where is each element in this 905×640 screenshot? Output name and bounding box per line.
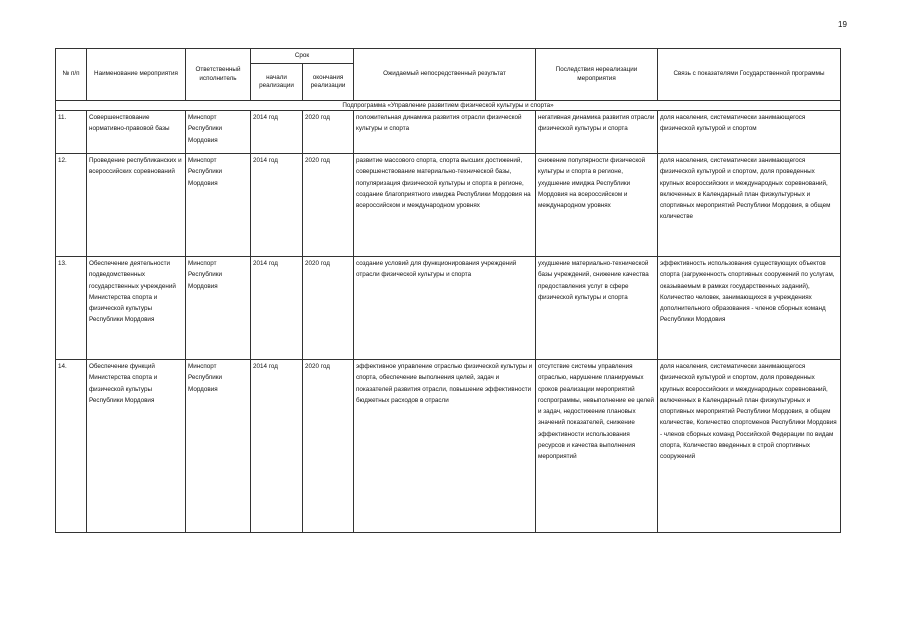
cell-result: положительная динамика развития отрасли физической культуры и спорта <box>354 111 536 154</box>
cell-name: Совершенствование нормативно-правовой базы <box>87 111 186 154</box>
cell-num: 12. <box>56 154 87 257</box>
page-number: 19 <box>838 20 847 29</box>
cell-link: доля населения, систематически занимающегося физической культурой и спортом, доля проведенных крупных всероссийских и международных соревнований, включенных в Календарный план физкультурных и спортивных мероприятий Республики Мордовия, в общем количестве <box>658 154 841 257</box>
header-link: Связь с показателями Государственной программы <box>658 49 841 101</box>
cell-responsible: Минспорт Республики Мордовия <box>186 257 251 360</box>
cell-link: доля населения, систематически занимающегося физической культурой и спортом, доля проведенных крупных всероссийских и международных соревнований, включенных в Календарный план физкультурных и спортивных мероприятий Республики Мордовия, в общем количестве, Количество спортсменов Республики Мордовия - членов сборных команд Российской Федерации по видам спорта, Количество введенных в строй спортивных сооружений <box>658 360 841 533</box>
cell-end: 2020 год <box>303 154 354 257</box>
subprogram-row <box>56 101 841 111</box>
cell-responsible: Минспорт Республики Мордовия <box>186 360 251 533</box>
cell-consequences: снижение популярности физической культуры и спорта в регионе, ухудшение имиджа Республики Мордовия на всероссийском и международном уровнях <box>536 154 658 257</box>
cell-result: эффективное управление отраслью физической культуры и спорта, обеспечение выполнения целей, задач и показателей развития отрасли, повышение эффективности бюджетных расходов в отрасли <box>354 360 536 533</box>
cell-name: Обеспечение деятельности подведомственных государственных учреждений Министерства спорта и физической культуры Республики Мордовия <box>87 257 186 360</box>
cell-name: Проведение республиканских и всероссийских соревнований <box>87 154 186 257</box>
header-num: № п/п <box>56 49 87 101</box>
cell-consequences: ухудшение материально-технической базы учреждений, снижение качества предоставления услуг в сфере физической культуры и спорта <box>536 257 658 360</box>
cell-end: 2020 год <box>303 257 354 360</box>
measures-table <box>55 48 841 533</box>
cell-responsible: Минспорт Республики Мордовия <box>186 111 251 154</box>
cell-consequences: отсутствие системы управления отраслью, нарушение планируемых сроков реализации мероприятий госпрограммы, невыполнение ее целей и задач, недостижение плановых значений показателей, снижение эффективности использования ресурсов и качества выполнения мероприятий <box>536 360 658 533</box>
header-result: Ожидаемый непосредственный результат <box>354 49 536 101</box>
cell-num: 11. <box>56 111 87 154</box>
cell-start: 2014 год <box>251 154 303 257</box>
cell-start: 2014 год <box>251 360 303 533</box>
cell-num: 13. <box>56 257 87 360</box>
cell-start: 2014 год <box>251 257 303 360</box>
cell-end: 2020 год <box>303 360 354 533</box>
cell-result: создание условий для функционирования учреждений отрасли физической культуры и спорта <box>354 257 536 360</box>
header-consequences: Последствия нереализации мероприятия <box>536 49 658 101</box>
header-responsible: Ответственный исполнитель <box>186 49 251 101</box>
cell-num: 14. <box>56 360 87 533</box>
header-start: начали реализации <box>251 64 303 101</box>
cell-start: 2014 год <box>251 111 303 154</box>
header-name: Наименование мероприятия <box>87 49 186 101</box>
cell-link: доля населения, систематически занимающегося физической культурой и спортом <box>658 111 841 154</box>
cell-name: Обеспечение функций Министерства спорта и физической культуры Республики Мордовия <box>87 360 186 533</box>
table-row <box>56 257 841 360</box>
cell-end: 2020 год <box>303 111 354 154</box>
header-end: окончания реализации <box>303 64 354 101</box>
cell-consequences: негативная динамика развития отрасли физической культуры и спорта <box>536 111 658 154</box>
table-row <box>56 360 841 533</box>
header-term: Срок <box>251 49 354 64</box>
cell-result: развитие массового спорта, спорта высших достижений, совершенствование материально-технической базы, популяризация физической культуры и спорта в регионе, создание благоприятного имиджа Республики Мордовия на всероссийском и международном уровнях <box>354 154 536 257</box>
table-row <box>56 111 841 154</box>
subprogram-title: Подпрограмма «Управление развитием физической культуры и спорта» <box>56 101 841 111</box>
table-row <box>56 154 841 257</box>
header-row-top <box>56 49 841 64</box>
cell-link: эффективность использования существующих объектов спорта (загруженность спортивных сооружений по услугам, оказываемым в рамках государственных заданий), Количество человек, занимающихся в учреждениях дополнительного образования - членов сборных команд Республики Мордовия <box>658 257 841 360</box>
cell-responsible: Минспорт Республики Мордовия <box>186 154 251 257</box>
